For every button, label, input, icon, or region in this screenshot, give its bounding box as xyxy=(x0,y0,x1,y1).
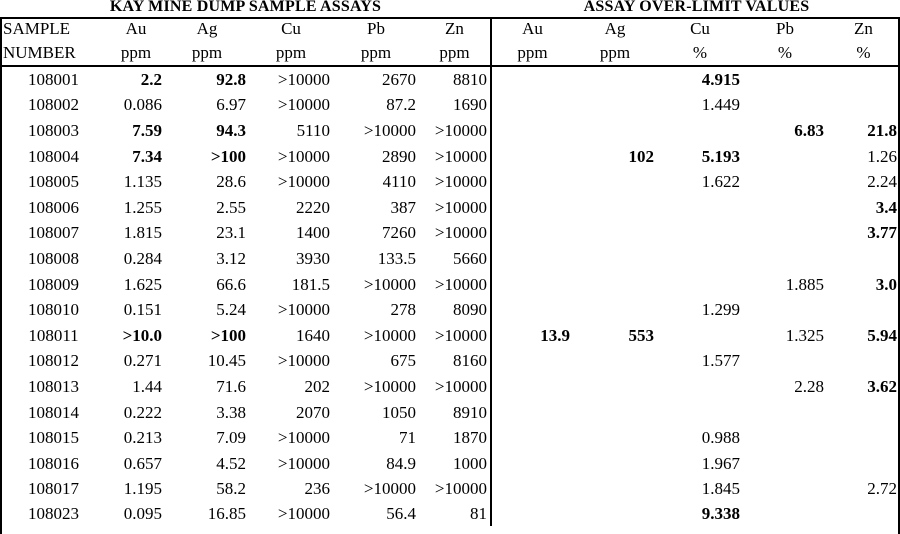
assay-value: 675 xyxy=(390,351,416,371)
assay-value xyxy=(743,144,827,170)
assay-value: 1.299 xyxy=(701,300,740,320)
table-row xyxy=(0,451,900,477)
assay-value xyxy=(573,246,657,272)
assay-value xyxy=(657,272,743,298)
table-row xyxy=(0,221,900,247)
assay-value: 5110 xyxy=(296,120,330,140)
assay-value: 387 xyxy=(390,197,416,217)
assay-value: >10000 xyxy=(363,479,416,499)
assay-value: 3.62 xyxy=(867,376,897,396)
assay-value: 8090 xyxy=(453,300,487,320)
column-header: Cu xyxy=(690,19,710,38)
assay-value: 553 xyxy=(628,325,654,345)
sample-number: 108007 xyxy=(28,223,79,243)
assay-value xyxy=(743,502,827,526)
assay-table-body xyxy=(0,66,900,526)
column-header: Au xyxy=(491,17,573,41)
column-unit: ppm xyxy=(573,41,657,66)
assay-value: 1.135 xyxy=(123,172,162,192)
column-unit: % xyxy=(657,41,743,66)
assay-value xyxy=(743,93,827,119)
assay-value: 66.6 xyxy=(216,274,246,294)
assay-value: >10000 xyxy=(277,146,330,166)
sample-number: 108023 xyxy=(28,504,79,524)
column-unit: ppm xyxy=(107,41,165,66)
assay-value: 133.5 xyxy=(377,248,416,268)
assay-value: >100 xyxy=(210,325,246,345)
assay-value: >10000 xyxy=(434,325,487,345)
assay-value xyxy=(491,66,573,93)
assay-value: 21.8 xyxy=(867,120,897,140)
assay-value: 71 xyxy=(399,428,416,448)
assay-value xyxy=(827,502,900,526)
sample-number: 108015 xyxy=(28,428,79,448)
assay-value xyxy=(573,66,657,93)
assay-value: 236 xyxy=(304,479,330,499)
assay-value xyxy=(827,297,900,323)
assay-value: 1.44 xyxy=(132,376,162,396)
assay-value: >10000 xyxy=(434,274,487,294)
assay-value xyxy=(827,425,900,451)
assay-value: 84.9 xyxy=(386,453,416,473)
assay-value: 0.284 xyxy=(123,248,162,268)
assay-value: 0.213 xyxy=(123,428,162,448)
assay-value xyxy=(491,400,573,426)
column-unit: % xyxy=(827,41,900,66)
assay-value: 2.2 xyxy=(140,69,162,89)
assay-value xyxy=(573,195,657,221)
assay-value: 3.38 xyxy=(216,402,246,422)
sample-number: 108011 xyxy=(28,325,79,345)
assay-value: 1000 xyxy=(453,453,487,473)
assay-value: 0.222 xyxy=(123,402,162,422)
assay-value xyxy=(573,502,657,526)
assay-value xyxy=(827,66,900,93)
assay-value xyxy=(743,221,827,247)
table-row xyxy=(0,297,900,323)
table-row xyxy=(0,246,900,272)
assay-value xyxy=(827,246,900,272)
assay-value: 81 xyxy=(470,504,487,524)
assay-value xyxy=(743,297,827,323)
assay-value xyxy=(491,477,573,503)
assay-value: >10000 xyxy=(363,376,416,396)
assay-value xyxy=(491,118,573,144)
column-header: Zn xyxy=(445,19,464,38)
assay-value: 9.338 xyxy=(701,504,740,524)
assay-value xyxy=(573,349,657,375)
assay-value xyxy=(573,272,657,298)
assay-value: 4.52 xyxy=(216,453,246,473)
assay-value: 1.449 xyxy=(701,95,740,115)
assay-value: 71.6 xyxy=(216,376,246,396)
assay-value: 8910 xyxy=(453,402,487,422)
sample-number: 108010 xyxy=(28,300,79,320)
assay-value: >10000 xyxy=(434,172,487,192)
assay-value: 3.0 xyxy=(875,274,897,294)
assay-value: 5.193 xyxy=(701,146,740,166)
assay-value: >10000 xyxy=(277,504,330,524)
assay-value: 58.2 xyxy=(216,479,246,499)
assay-value: 16.85 xyxy=(207,504,246,524)
column-header: Pb xyxy=(367,19,385,38)
assay-value: 0.271 xyxy=(123,351,162,371)
assay-value: 0.095 xyxy=(123,504,162,524)
assay-value: 1690 xyxy=(453,95,487,115)
assay-value xyxy=(491,425,573,451)
assay-value: 2.72 xyxy=(867,479,897,499)
sample-number: 108006 xyxy=(28,197,79,217)
assay-value xyxy=(573,477,657,503)
assay-value: 6.83 xyxy=(794,120,824,140)
table-row xyxy=(0,93,900,119)
assay-value: >10000 xyxy=(277,172,330,192)
assay-table xyxy=(0,17,900,526)
column-header: Cu xyxy=(281,19,301,38)
assay-value: 7260 xyxy=(382,223,416,243)
column-header: Ag xyxy=(196,19,218,38)
table-row xyxy=(0,272,900,298)
assay-value xyxy=(573,400,657,426)
assay-value: 102 xyxy=(628,146,654,166)
table-row xyxy=(0,118,900,144)
table-row xyxy=(0,400,900,426)
table-row xyxy=(0,349,900,375)
assay-value: 5660 xyxy=(453,248,487,268)
assay-value xyxy=(657,195,743,221)
assay-value: 0.086 xyxy=(123,95,162,115)
assay-value xyxy=(743,400,827,426)
assay-value: 1.815 xyxy=(123,223,162,243)
sample-number: 108002 xyxy=(28,95,79,115)
assay-value: >10.0 xyxy=(122,325,162,345)
table-row xyxy=(0,502,900,526)
table-row xyxy=(0,477,900,503)
assay-value: 1.195 xyxy=(123,479,162,499)
table-row xyxy=(0,169,900,195)
sample-number: 108003 xyxy=(28,120,79,140)
assay-value: 3.4 xyxy=(875,197,897,217)
assay-value: 1.26 xyxy=(867,146,897,166)
assay-value: 7.34 xyxy=(132,146,162,166)
assay-value: 1.845 xyxy=(701,479,740,499)
assay-value: 2670 xyxy=(382,69,416,89)
assay-value xyxy=(657,400,743,426)
assay-value: 3930 xyxy=(296,248,330,268)
assay-value xyxy=(491,221,573,247)
assay-value: >10000 xyxy=(277,453,330,473)
assay-value: 94.3 xyxy=(216,120,246,140)
table-row xyxy=(0,144,900,170)
table-row xyxy=(0,323,900,349)
column-unit: ppm xyxy=(419,41,491,66)
assay-value: 1400 xyxy=(296,223,330,243)
assay-value: >10000 xyxy=(363,274,416,294)
sample-number: 108001 xyxy=(28,69,79,89)
assay-value: 2070 xyxy=(296,402,330,422)
assay-value: >10000 xyxy=(277,95,330,115)
assay-value xyxy=(573,118,657,144)
assay-value: 28.6 xyxy=(216,172,246,192)
assay-value: 3.12 xyxy=(216,248,246,268)
assay-value xyxy=(827,349,900,375)
assay-value xyxy=(491,451,573,477)
assay-value: 1.885 xyxy=(785,274,824,294)
assay-value: 2220 xyxy=(296,197,330,217)
assay-value xyxy=(491,195,573,221)
assay-value xyxy=(743,169,827,195)
assay-value: >10000 xyxy=(434,223,487,243)
assay-value: 1.325 xyxy=(785,325,824,345)
assay-value: >10000 xyxy=(277,428,330,448)
assay-value: 1050 xyxy=(382,402,416,422)
column-unit: % xyxy=(743,41,827,66)
assay-value xyxy=(827,93,900,119)
assay-value: 1.625 xyxy=(123,274,162,294)
assay-value: 4.915 xyxy=(701,69,740,89)
column-unit: ppm xyxy=(491,41,573,66)
sample-assays-title: KAY MINE DUMP SAMPLE ASSAYS xyxy=(109,0,382,15)
assay-value: 202 xyxy=(304,376,330,396)
assay-value xyxy=(743,66,827,93)
assay-value xyxy=(491,374,573,400)
header-row-elements xyxy=(0,17,900,41)
assay-value: 13.9 xyxy=(491,323,573,349)
assay-value: 87.2 xyxy=(386,95,416,115)
assay-value xyxy=(573,451,657,477)
sample-number: 108012 xyxy=(28,351,79,371)
table-row xyxy=(0,195,900,221)
assay-value: 7.59 xyxy=(132,120,162,140)
table-row xyxy=(0,374,900,400)
assay-value: 5.94 xyxy=(867,325,897,345)
assay-value xyxy=(657,374,743,400)
assay-value: >10000 xyxy=(277,351,330,371)
over-limit-title: ASSAY OVER-LIMIT VALUES xyxy=(583,0,810,15)
assay-value xyxy=(573,297,657,323)
assay-value xyxy=(491,502,573,526)
assay-value: 278 xyxy=(390,300,416,320)
assay-value xyxy=(573,93,657,119)
assay-value xyxy=(573,169,657,195)
assay-value: 10.45 xyxy=(207,351,246,371)
assay-value: >10000 xyxy=(363,120,416,140)
assay-value xyxy=(491,144,573,170)
sample-number: 108004 xyxy=(28,146,79,166)
assay-value: 2.55 xyxy=(216,197,246,217)
assay-value: 2890 xyxy=(382,146,416,166)
assay-value: 1640 xyxy=(296,325,330,345)
sample-number: 108008 xyxy=(28,248,79,268)
assay-value xyxy=(827,451,900,477)
assay-value: >10000 xyxy=(434,376,487,396)
column-unit: NUMBER xyxy=(0,41,107,66)
assay-value: 92.8 xyxy=(216,69,246,89)
column-unit: ppm xyxy=(165,41,249,66)
sample-number: 108013 xyxy=(28,376,79,396)
assay-value xyxy=(573,221,657,247)
table-row xyxy=(0,66,900,93)
assay-value: 5.24 xyxy=(216,300,246,320)
assay-value xyxy=(491,272,573,298)
assay-value: 181.5 xyxy=(291,274,330,294)
table-row xyxy=(0,425,900,451)
assay-value xyxy=(491,349,573,375)
assay-value xyxy=(743,477,827,503)
assay-value xyxy=(657,246,743,272)
assay-value: >10000 xyxy=(434,197,487,217)
assay-value xyxy=(827,400,900,426)
assay-value: >100 xyxy=(210,146,246,166)
assay-value xyxy=(743,195,827,221)
assay-value: >10000 xyxy=(434,479,487,499)
assay-value: 2.28 xyxy=(794,376,824,396)
assay-value: 1.577 xyxy=(701,351,740,371)
assay-value: 8810 xyxy=(453,69,487,89)
assay-value: 56.4 xyxy=(386,504,416,524)
column-header: Ag xyxy=(604,19,626,38)
assay-value xyxy=(491,169,573,195)
assay-value: >10000 xyxy=(277,69,330,89)
assay-value: 8160 xyxy=(453,351,487,371)
sample-number: 108009 xyxy=(28,274,79,294)
column-header: Zn xyxy=(854,19,873,38)
assay-value: 1.622 xyxy=(701,172,740,192)
assay-value xyxy=(657,118,743,144)
sample-number: 108014 xyxy=(28,402,79,422)
assay-value xyxy=(573,425,657,451)
column-unit: ppm xyxy=(333,41,419,66)
header-row-units xyxy=(0,41,900,66)
assay-value xyxy=(573,374,657,400)
assay-value: 7.09 xyxy=(216,428,246,448)
assay-value: 0.151 xyxy=(123,300,162,320)
assay-value: 4110 xyxy=(382,172,416,192)
column-header: Pb xyxy=(776,19,794,38)
column-header: SAMPLE xyxy=(3,19,71,38)
assay-value: 1.255 xyxy=(123,197,162,217)
assay-value: 0.988 xyxy=(701,428,740,448)
assay-value: >10000 xyxy=(434,120,487,140)
assay-value: >10000 xyxy=(363,325,416,345)
assay-value: 3.77 xyxy=(867,223,897,243)
assay-value: >10000 xyxy=(277,300,330,320)
assay-value xyxy=(743,451,827,477)
assay-value: 1.967 xyxy=(701,453,740,473)
column-unit: ppm xyxy=(249,41,333,66)
assay-value: 0.657 xyxy=(123,453,162,473)
assay-value xyxy=(491,246,573,272)
assay-value: 23.1 xyxy=(216,223,246,243)
assay-value xyxy=(657,323,743,349)
sample-number: 108016 xyxy=(28,453,79,473)
sample-number: 108005 xyxy=(28,172,79,192)
assay-value xyxy=(491,93,573,119)
assay-value xyxy=(491,297,573,323)
column-header: Au xyxy=(125,19,147,38)
assay-value: 2.24 xyxy=(867,172,897,192)
assay-value xyxy=(743,349,827,375)
assay-value: 1870 xyxy=(453,428,487,448)
assay-value xyxy=(743,425,827,451)
assay-value: 6.97 xyxy=(216,95,246,115)
assay-value xyxy=(743,246,827,272)
assay-value xyxy=(657,221,743,247)
sample-number: 108017 xyxy=(28,479,79,499)
assay-value: >10000 xyxy=(434,146,487,166)
